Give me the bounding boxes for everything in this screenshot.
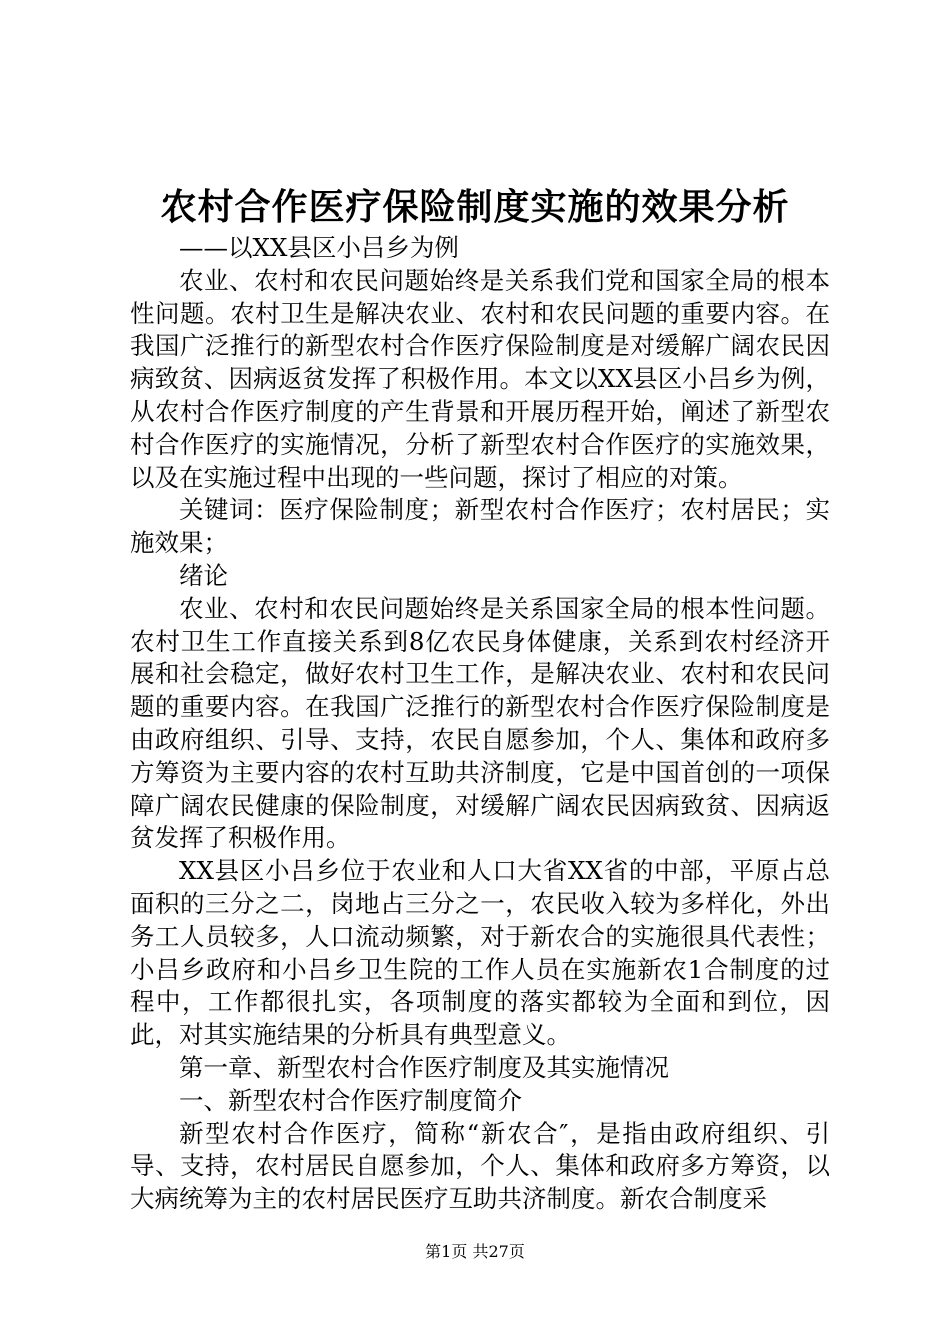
document-title: 农村合作医疗保险制度实施的效果分析	[160, 187, 790, 228]
page-number: 第1页	[425, 1242, 468, 1261]
page-total: 共27页	[472, 1242, 525, 1261]
document-body	[130, 232, 830, 1216]
abstract-paragraph: 农业、农村和农民问题始终是关系我们党和国家全局的根本性问题。农村卫生是解决农业、农村和农民问题的重要内容。在我国广泛推行的新型农村合作医疗保险制度是对缓解广阔农民因病致贫、因病返贫发挥了积极作用。本文以XX县区小吕乡为例，从农村合作医疗制度的产生背景和开展历程开始，阐述了新型农村合作医疗的实施情况，分析了新型农村合作医疗的实施效果，以及在实施过程中出现的一些问题，探讨了相应的对策。	[130, 265, 830, 492]
page-footer	[0, 1240, 950, 1264]
background-paragraph: XX县区小吕乡位于农业和人口大省XX省的中部，平原占总面积的三分之二，岗地占三分之一，农民收入较为多样化，外出务工人员较多，人口流动频繁，对于新农合的实施很具代表性；小吕乡政府和小吕乡卫生院的工作人员在实施新农1合制度的过程中，工作都很扎实，各项制度的落实都较为全面和到位，因此，对其实施结果的分析具有典型意义。	[130, 856, 830, 1050]
subtitle-paragraph: ——以XX县区小吕乡为例	[179, 233, 459, 262]
chapter-heading: 第一章、新型农村合作医疗制度及其实施情况	[179, 1052, 669, 1082]
introduction-paragraph: 农业、农村和农民问题始终是关系国家全局的根本性问题。农村卫生工作直接关系到8亿农民身体健康，关系到农村经济开展和社会稳定，做好农村卫生工作，是解决农业、农村和农民问题的重要内容。在我国广泛推行的新型农村合作医疗保险制度是由政府组织、引导、支持，农民自愿参加，个人、集体和政府多方筹资为主要内容的农村互助共济制度，它是中国首创的一项保障广阔农民健康的保险制度，对缓解广阔农民因病致贫、因病返贫发挥了积极作用。	[130, 593, 830, 853]
keywords-paragraph: 关键词：医疗保险制度；新型农村合作医疗；农村居民；实施效果；	[130, 495, 830, 558]
section-heading-introduction: 绪论	[179, 560, 228, 590]
definition-paragraph: 新型农村合作医疗，简称“新农合″，是指由政府组织、引导、支持，农村居民自愿参加，个人、集体和政府多方筹资，以大病统筹为主的农村居民医疗互助共济制度。新农合制度采	[130, 1118, 830, 1214]
section-heading: 一、新型农村合作医疗制度简介	[179, 1085, 522, 1115]
